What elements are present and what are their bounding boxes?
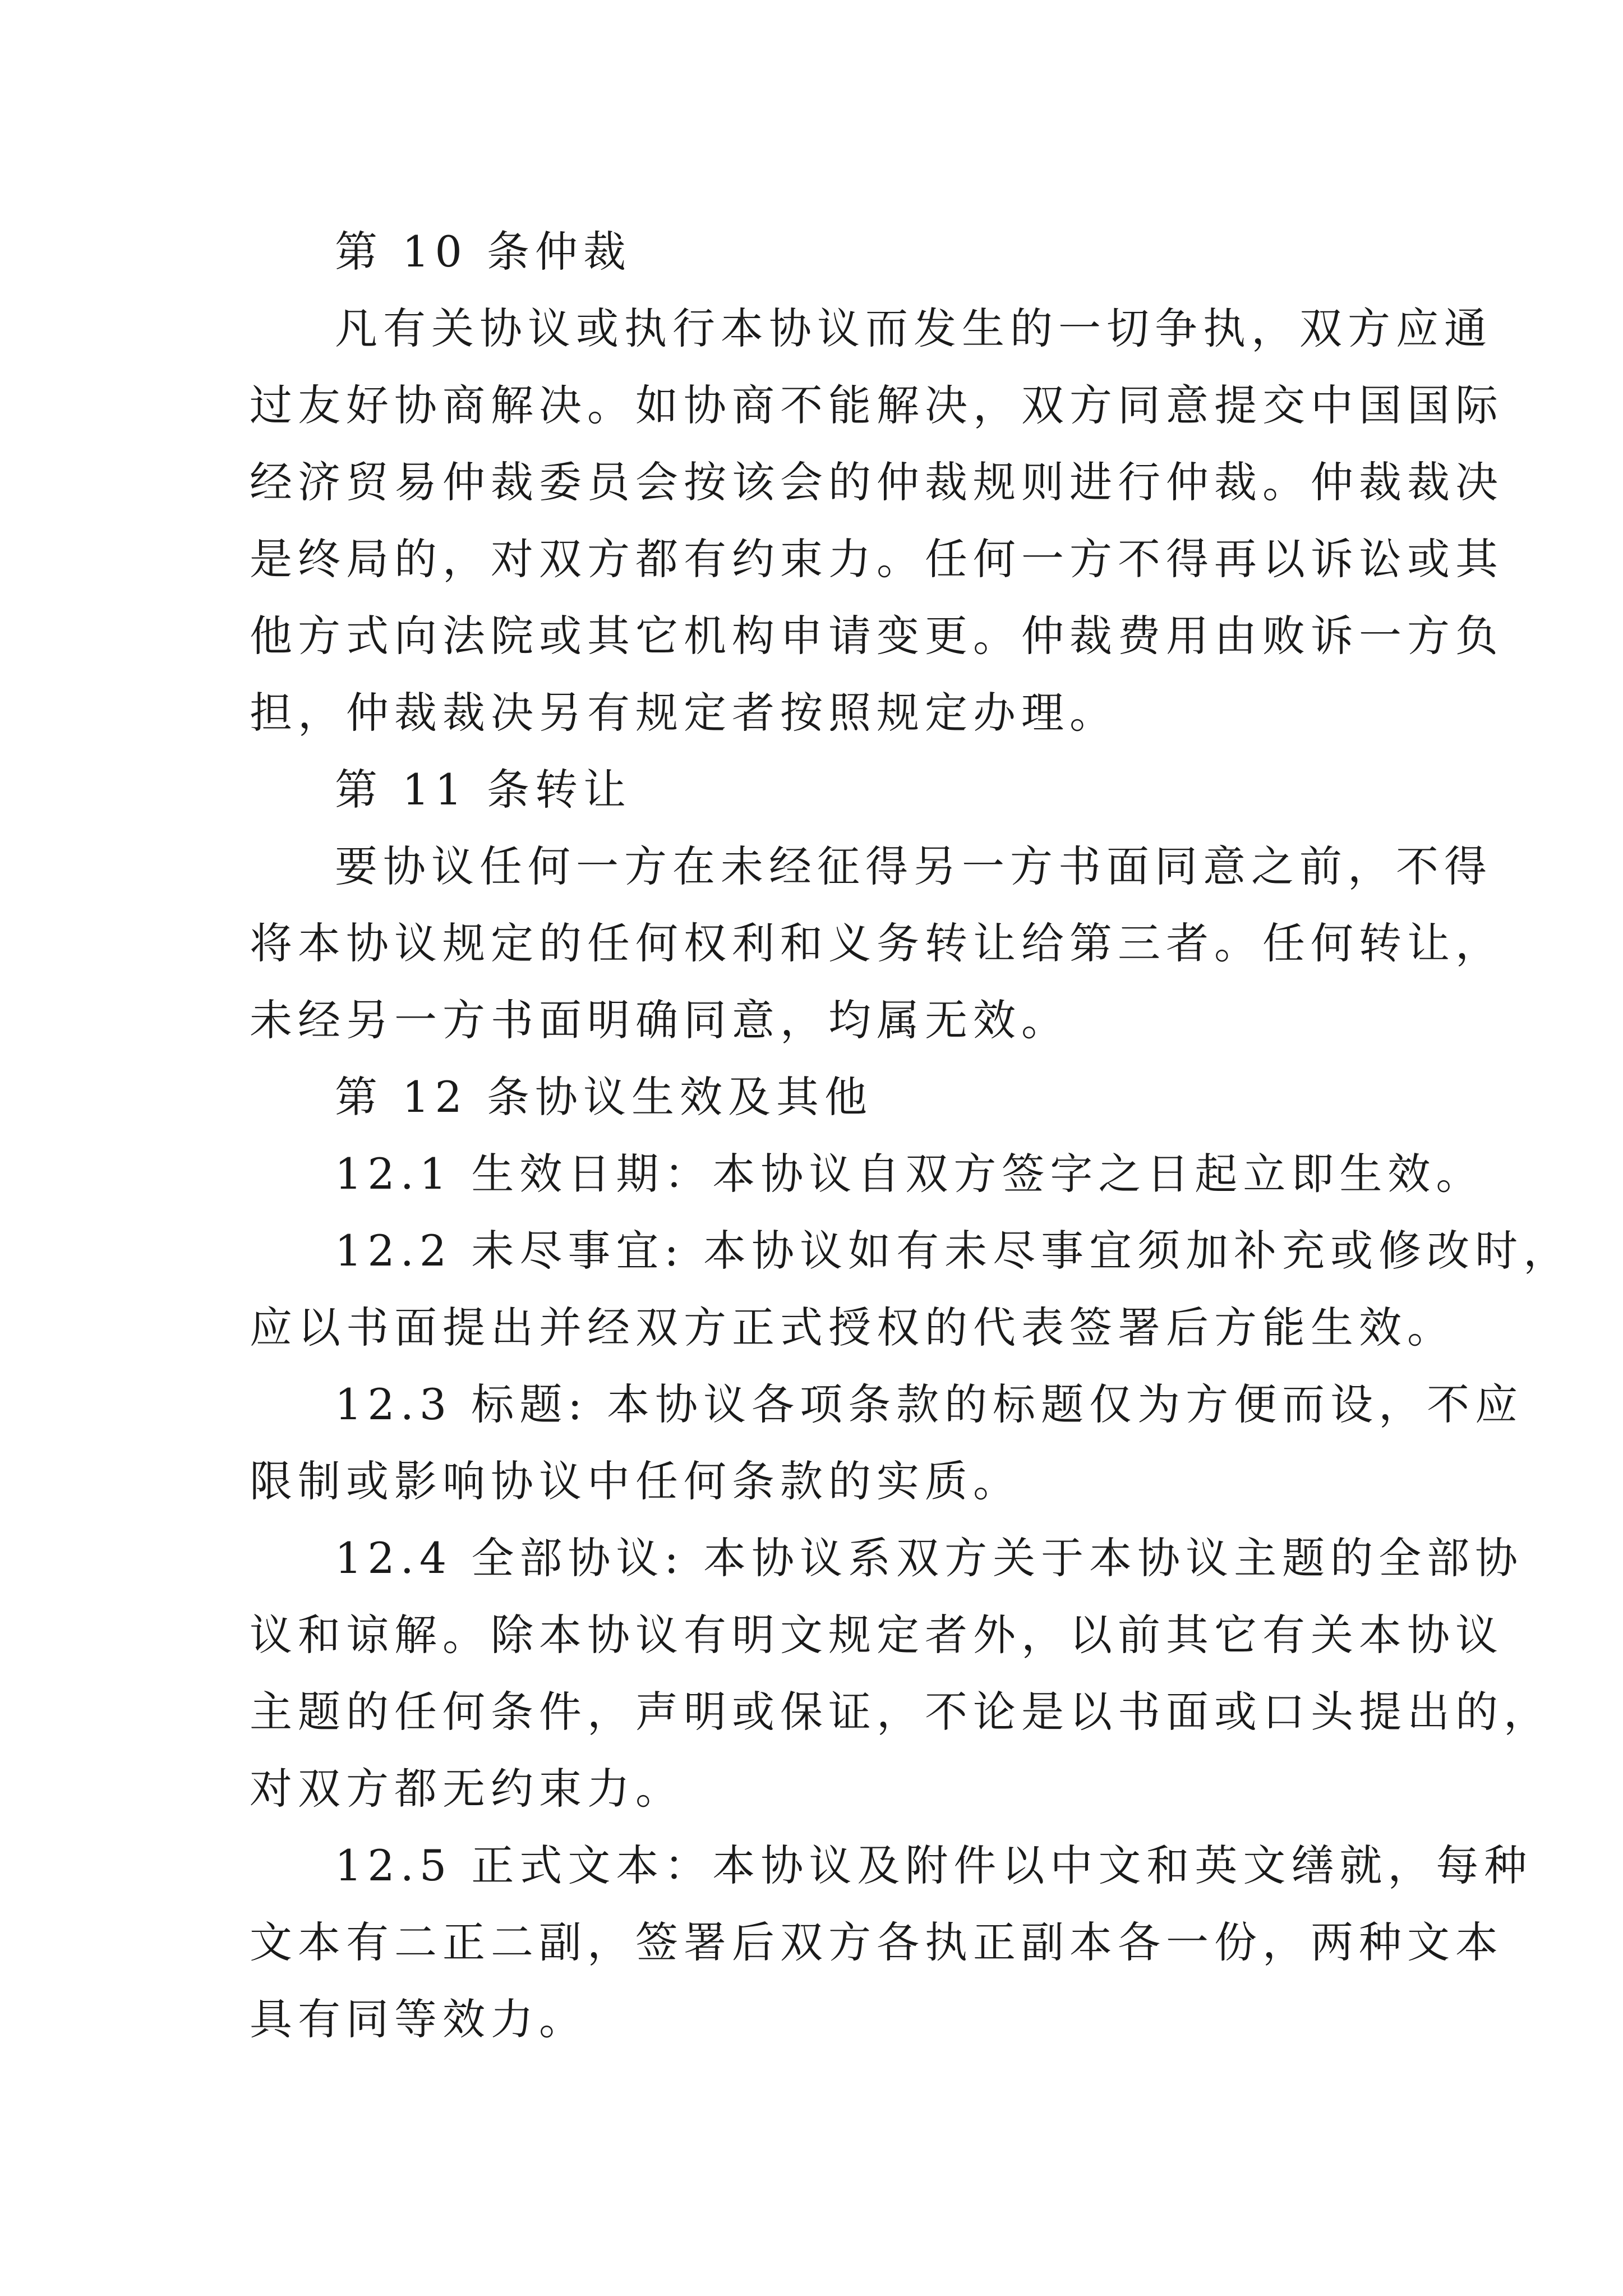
article-10-text-line: 担，仲裁裁决另有规定者按照规定办理。	[250, 688, 1118, 738]
article-11-text-line: 要协议任何一方在未经征得另一方书面同意之前，不得	[335, 841, 1492, 891]
clause-12-4-line: 12.4 全部协议: 本协议系双方关于本协议主题的全部协	[335, 1533, 1524, 1583]
article-10-text-line: 他方式向法院或其它机构申请变更。仲裁费用由败诉一方负	[250, 611, 1504, 661]
clause-12-5-line: 具有同等效力。	[250, 1994, 587, 2044]
article-10-text-line: 是终局的，对双方都有约束力。任何一方不得再以诉讼或其	[250, 534, 1504, 584]
clause-12-4-line: 主题的任何条件，声明或保证，不论是以书面或口头提出的，	[250, 1687, 1552, 1737]
article-10-heading: 第 10 条仲裁	[335, 227, 632, 277]
article-11-heading: 第 11 条转让	[335, 765, 632, 815]
article-11-text-line: 未经另一方书面明确同意，均属无效。	[250, 995, 1069, 1045]
document-body	[250, 213, 1572, 2058]
clause-12-2-line: 应以书面提出并经双方正式授权的代表签署后方能生效。	[250, 1303, 1455, 1352]
article-10-text-line: 过友好协商解决。如协商不能解决，双方同意提交中国国际	[250, 380, 1504, 430]
clause-12-1-line: 12.1 生效日期：本协议自双方签字之日起立即生效。	[335, 1149, 1484, 1199]
article-12-heading: 第 12 条协议生效及其他	[335, 1072, 873, 1122]
clause-12-2-line: 12.2 未尽事宜: 本协议如有未尽事宜须加补充或修改时，	[335, 1226, 1572, 1276]
clause-12-4-line: 对双方都无约束力。	[250, 1764, 684, 1814]
article-10-text-line: 凡有关协议或执行本协议而发生的一切争执，双方应通	[335, 303, 1492, 353]
article-11-text-line: 将本协议规定的任何权利和义务转让给第三者。任何转让，	[250, 918, 1504, 968]
clause-12-3-line: 12.3 标题: 本协议各项条款的标题仅为方便而设，不应	[335, 1379, 1524, 1429]
article-10-text-line: 经济贸易仲裁委员会按该会的仲裁规则进行仲裁。仲裁裁决	[250, 457, 1504, 507]
clause-12-4-line: 议和谅解。除本协议有明文规定者外，以前其它有关本协议	[250, 1610, 1504, 1660]
clause-12-3-line: 限制或影响协议中任何条款的实质。	[250, 1456, 1021, 1506]
clause-12-5-line: 12.5 正式文本：本协议及附件以中文和英文缮就，每种	[335, 1841, 1533, 1890]
clause-12-5-line: 文本有二正二副，签署后双方各执正副本各一份，两种文本	[250, 1917, 1504, 1967]
